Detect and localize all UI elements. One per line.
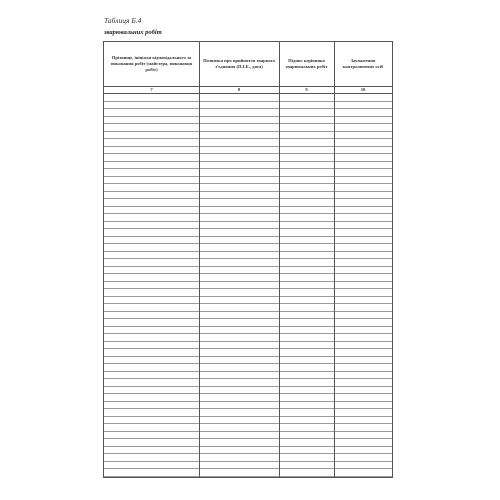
header-inspector-remarks: Зауваження контролюючих осіб [342, 58, 384, 69]
column-divider [199, 42, 200, 477]
welding-log-table [103, 41, 393, 478]
table-row [104, 109, 392, 117]
table-row [104, 424, 392, 432]
column-number-7: 7 [150, 87, 153, 92]
table-row [104, 417, 392, 425]
table-row [104, 282, 392, 290]
header-acceptance-mark: Позначка про прийняття зварного з'єднання (П.І.Б., дата) [203, 58, 275, 69]
table-row [104, 184, 392, 192]
table-row [104, 267, 392, 275]
table-row [104, 259, 392, 267]
table-row [104, 319, 392, 327]
column-number-row [104, 86, 392, 94]
table-row [104, 334, 392, 342]
table-row [104, 372, 392, 380]
table-row [104, 237, 392, 245]
column-divider [334, 42, 335, 477]
header-responsible-person: Прізвище, ініціали відповідального за виконання робіт (майстера, виконавця робіт) [110, 55, 193, 72]
table-row [104, 349, 392, 357]
table-caption: Таблиця Б.4 [104, 16, 142, 25]
table-row [104, 244, 392, 252]
table-row [104, 102, 392, 110]
table-row [104, 297, 392, 305]
table-row [104, 274, 392, 282]
table-row [104, 394, 392, 402]
table-row [104, 342, 392, 350]
table-row [104, 199, 392, 207]
table-row [104, 402, 392, 410]
table-row [104, 207, 392, 215]
column-divider [279, 42, 280, 477]
table-body [104, 94, 392, 478]
table-row [104, 117, 392, 125]
table-header-row [104, 42, 392, 87]
table-row [104, 447, 392, 455]
table-row [104, 409, 392, 417]
table-row [104, 289, 392, 297]
column-number-10: 10 [360, 87, 366, 92]
table-row [104, 177, 392, 185]
table-row [104, 154, 392, 162]
column-number-9: 9 [305, 87, 308, 92]
table-row [104, 454, 392, 462]
table-row [104, 304, 392, 312]
table-row [104, 124, 392, 132]
table-row [104, 229, 392, 237]
table-row [104, 312, 392, 320]
column-number-8: 8 [237, 87, 241, 92]
table-row [104, 169, 392, 177]
table-row [104, 222, 392, 230]
table-row [104, 387, 392, 395]
table-subtitle: зварювальних робіт [104, 29, 162, 36]
table-row [104, 162, 392, 170]
table-row [104, 469, 392, 477]
table-row [104, 132, 392, 140]
table-row [104, 439, 392, 447]
table-row [104, 214, 392, 222]
table-row [104, 94, 392, 102]
table-row [104, 139, 392, 147]
table-row [104, 462, 392, 470]
table-row [104, 192, 392, 200]
table-row [104, 327, 392, 335]
table-row [104, 364, 392, 372]
table-row [104, 357, 392, 365]
table-row [104, 252, 392, 260]
table-row [104, 432, 392, 440]
table-row [104, 147, 392, 155]
table-row [104, 379, 392, 387]
header-welding-supervisor-signature: Підпис керівника зварювальних робіт [285, 58, 328, 69]
